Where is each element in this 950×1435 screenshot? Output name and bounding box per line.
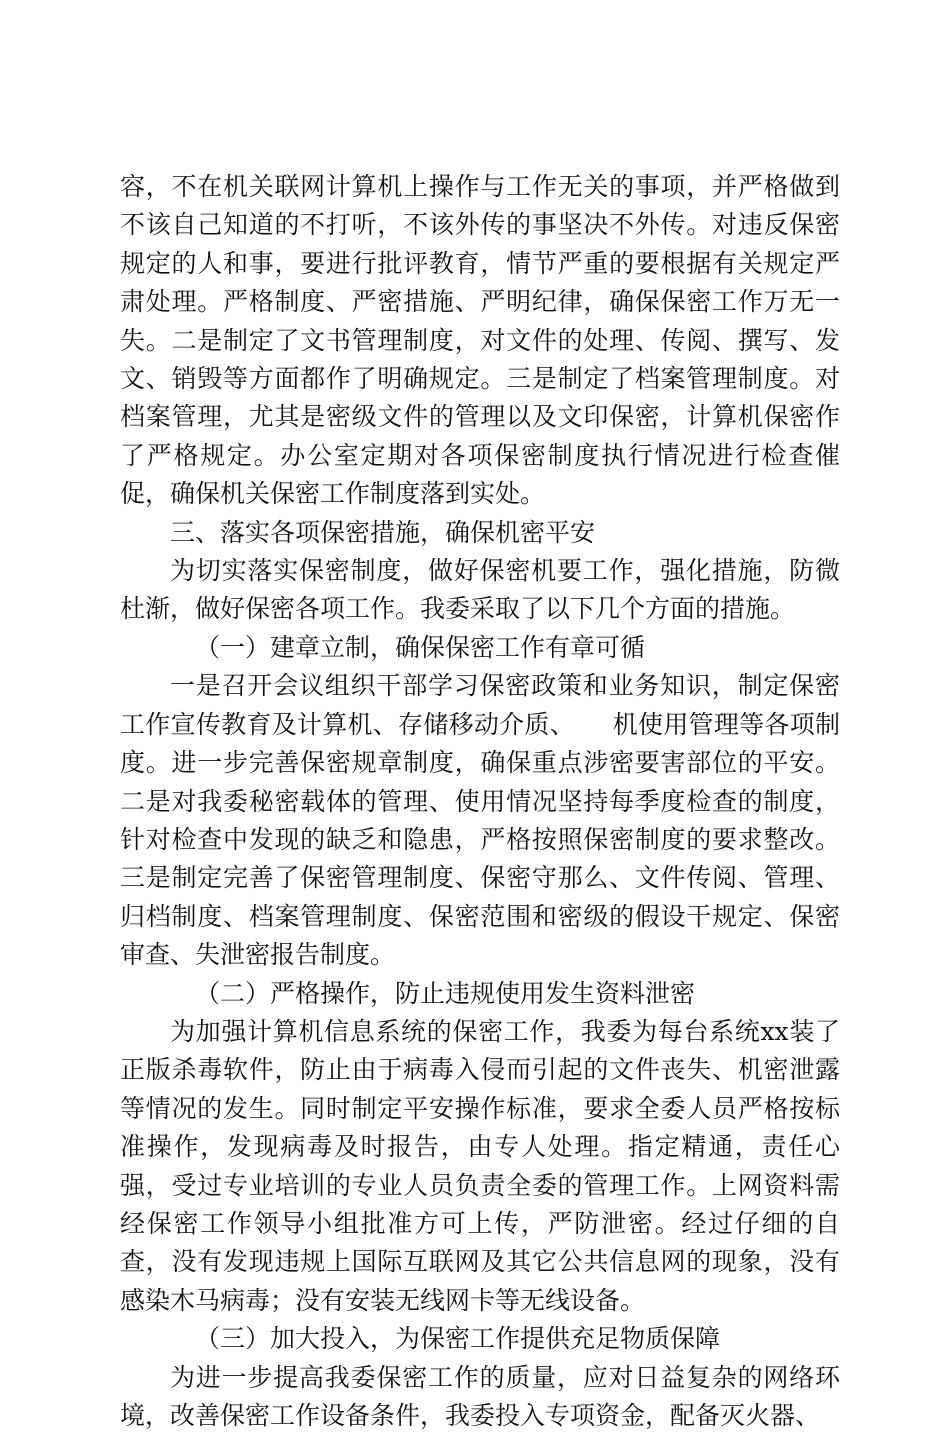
paragraph-regulations-part1: 一是召开会议组织干部学习保密政策和业务知识，制定保密工作宣传教育及计算机、存储移动介质、 [120, 671, 840, 739]
paragraph-continuation: 容，不在机关联网计算机上操作与工作无关的事项，并严格做到不该自己知道的不打听，不该外传的事坚决不外传。对违反保密规定的人和事，要进行批评教育，情节严重的要根据有关规定严肃处理。严格制度、严密措施、严明纪律，确保保密工作万无一失。二是制定了文书管理制度，对文件的处理、传阅、撰写、发文、销毁等方面都作了明确规定。三是制定了档案管理制度。对档案管理，尤其是密级文件的管理以及文印保密，计算机保密作了严格规定。办公室定期对各项保密制度执行情况进行检查催促，确保机关保密工作制度落到实处。 [120, 172, 840, 509]
paragraph-regulations [120, 667, 840, 974]
subheading-3: （三）加大投入，为保密工作提供充足物质保障 [195, 1324, 721, 1354]
paragraph-regulations-part2: 机使用管理等各项制度。进一步完善保密规章制度，确保重点涉密要害部位的平安。二是对我委秘密载体的管理、使用情况坚持每季度检查的制度，针对检查中发现的缺乏和隐患，严格按照保密制度的要求整改。三是制定完善了保密管理制度、保密守那么、文件传阅、管理、归档制度、档案管理制度、保密范围和密级的假设干规定、保密审查、失泄密报告制度。 [120, 709, 840, 970]
paragraph-computer-security: 为加强计算机信息系统的保密工作，我委为每台系统xx装了正版杀毒软件，防止由于病毒入侵而引起的文件丧失、机密泄露等情况的发生。同时制定平安操作标准，要求全委人员严格按标准操作，发现病毒及时报告，由专人处理。指定精通，责任心强，受过专业培训的专业人员负责全委的管理工作。上网资料需经保密工作领导小组批准方可上传，严防泄密。经过仔细的自查，没有发现违规上国际互联网及其它公共信息网的现象，没有感染木马病毒；没有安装无线网卡等无线设备。 [120, 1016, 840, 1315]
document-body [120, 168, 840, 1435]
section-heading-3: 三、落实各项保密措施，确保机密平安 [170, 517, 596, 547]
subheading-1: （一）建章立制，确保保密工作有章可循 [195, 632, 646, 662]
paragraph-investment: 为进一步提高我委保密工作的质量，应对日益复杂的网络环境，改善保密工作设备条件，我委投入专项资金，配备灭火器、 [120, 1362, 840, 1430]
paragraph-measures-intro: 为切实落实保密制度，做好保密机要工作，强化措施，防微杜渐，做好保密各项工作。我委采取了以下几个方面的措施。 [120, 556, 840, 624]
subheading-2: （二）严格操作，防止违规使用发生资料泄密 [195, 978, 696, 1008]
